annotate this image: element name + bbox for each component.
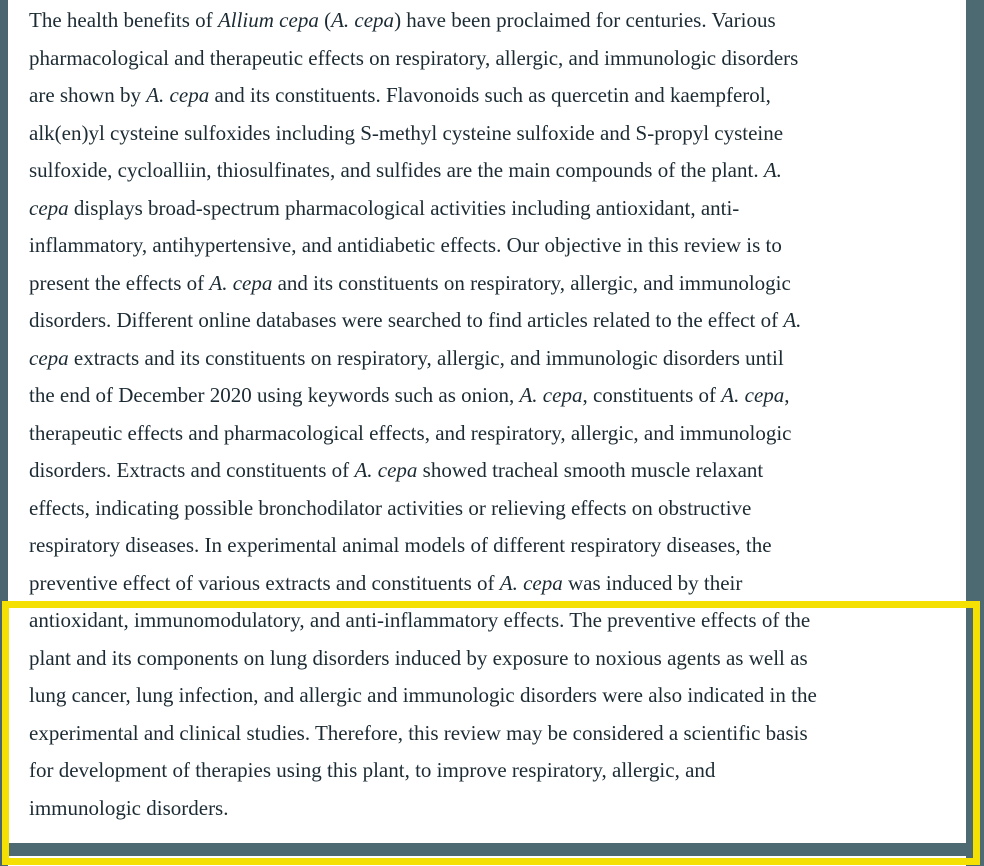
abstract-line: experimental and clinical studies. Therefore, this review may be considered a scientific basis — [29, 720, 808, 745]
abstract-line: disorders. Different online databases were searched to find articles related to the effect of A. — [29, 308, 802, 332]
abstract-line: therapeutic effects and pharmacological effects, and respiratory, allergic, and immunologic — [29, 420, 792, 445]
abstract-line: lung cancer, lung infection, and allergic and immunologic disorders were also indicated in the — [29, 683, 817, 707]
abstract-line: for development of therapies using this plant, to improve respiratory, allergic, and — [29, 758, 716, 782]
abstract-line: The health benefits of Allium cepa (A. cepa) have been proclaimed for centuries. Various — [29, 8, 776, 32]
left-border-strip — [0, 0, 8, 866]
right-sidebar-strip — [966, 0, 984, 866]
abstract-line: inflammatory, antihypertensive, and antidiabetic effects. Our objective in this review is to — [29, 233, 782, 257]
abstract-line: plant and its components on lung disorders induced by exposure to noxious agents as well as — [29, 645, 808, 670]
abstract-line: are shown by A. cepa and its constituents. Flavonoids such as quercetin and kaempferol, — [29, 83, 771, 107]
abstract-text — [29, 2, 961, 827]
abstract-line: alk(en)yl cysteine sulfoxides including S-methyl cysteine sulfoxide and S-propyl cysteine — [29, 120, 784, 145]
abstract-line: antioxidant, immunomodulatory, and anti-inflammatory effects. The preventive effects of the — [29, 608, 811, 632]
abstract-line: sulfoxide, cycloalliin, thiosulfinates, and sulfides are the main compounds of the plant. A. — [29, 158, 782, 182]
abstract-line: immunologic disorders. — [29, 795, 229, 820]
abstract-line: present the effects of A. cepa and its constituents on respiratory, allergic, and immunologic — [29, 270, 791, 295]
abstract-line: respiratory diseases. In experimental animal models of different respiratory diseases, the — [29, 533, 772, 557]
abstract-line: pharmacological and therapeutic effects on respiratory, allergic, and immunologic disorders — [29, 45, 799, 70]
abstract-line: disorders. Extracts and constituents of A. cepa showed tracheal smooth muscle relaxant — [29, 458, 764, 482]
abstract-line: the end of December 2020 using keywords such as onion, A. cepa, constituents of A. cepa, — [29, 383, 790, 407]
abstract-line: cepa displays broad-spectrum pharmacological activities including antioxidant, anti- — [29, 195, 740, 220]
abstract-line: preventive effect of various extracts and constituents of A. cepa was induced by their — [29, 570, 743, 595]
abstract-line: cepa extracts and its constituents on respiratory, allergic, and immunologic disorders until — [29, 345, 784, 370]
abstract-line: effects, indicating possible bronchodilator activities or relieving effects on obstructive — [29, 495, 752, 520]
bottom-divider-bar — [8, 843, 984, 856]
